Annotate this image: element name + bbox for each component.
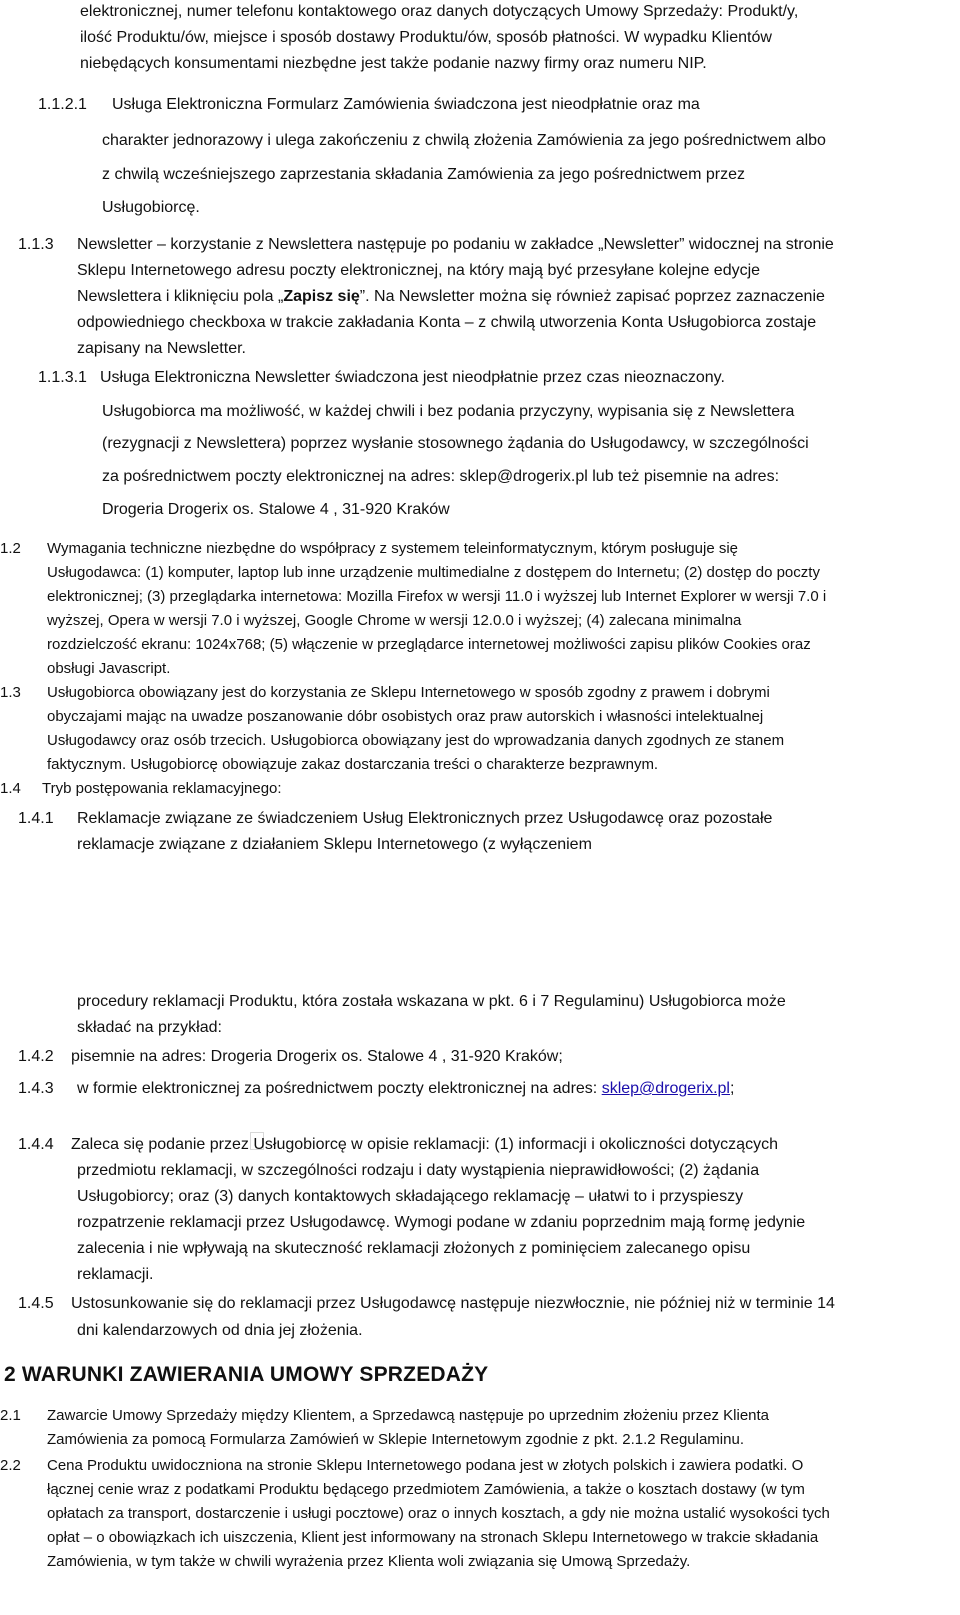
paragraph-line: Zamówienia za pomocą Formularza Zamówień w Sklepie Internetowym zgodnie z pkt. 2.1.2 Regulaminu. xyxy=(47,1431,744,1448)
text-fragment: Newslettera i kliknięciu pola „ xyxy=(77,288,284,305)
zapisz-sie-label: Zapisz się xyxy=(283,288,360,305)
paragraph-line: zalecenia i nie wpływają na skuteczność reklamacji złożonych z pominięciem zalecanego opisu xyxy=(77,1240,751,1257)
paragraph-line: faktycznym. Usługobiorcę obowiązuje zakaz dostarczania treści o charakterze bezprawnym. xyxy=(47,756,659,773)
paragraph-line: odpowiedniego checkboxa w trakcie zakładania Konta – z chwilą utworzenia Konta Usługobiorca zostaje xyxy=(77,314,817,331)
section-number: 1.3 xyxy=(0,684,21,701)
paragraph-line: Ustosunkowanie się do reklamacji przez Usługodawcę następuje niezwłocznie, nie później niż w terminie 14 xyxy=(71,1295,835,1312)
paragraph-line: Sklepu Internetowego adresu poczty elektronicznej, na który mają być przesyłane kolejne edycje xyxy=(77,262,761,279)
text-fragment: ; xyxy=(729,1080,735,1097)
paragraph-line: Usługa Elektroniczna Newsletter świadczona jest nieodpłatnie przez czas nieoznaczony. xyxy=(100,369,725,386)
section-number: 1.4 xyxy=(0,780,21,797)
section-number: 1.4.1 xyxy=(18,810,54,827)
paragraph-line: elektronicznej; (3) przeglądarka internetowa: Mozilla Firefox w wersji 11.0 i wyższej lub Internet Explorer w wersji 7.0 i xyxy=(47,588,827,605)
section-number: 1.1.2.1 xyxy=(38,96,87,113)
paragraph-line: Wymagania techniczne niezbędne do współpracy z systemem teleinformatycznym, którym posługuje się xyxy=(47,540,739,557)
paragraph-line: Reklamacje związane ze świadczeniem Usług Elektronicznych przez Usługodawcę oraz pozostałe xyxy=(77,810,773,827)
paragraph-line: przedmiotu reklamacji, w szczególności rodzaju i daty wystąpienia nieprawidłowości; (2) żądania xyxy=(77,1162,760,1179)
paragraph-line: Usługa Elektroniczna Formularz Zamówienia świadczona jest nieodpłatnie oraz ma xyxy=(112,96,700,113)
paragraph-line: opłatach za transport, dostarczenie i usługi pocztowe) oraz o innych kosztach, a gdy nie można ustalić wysokości tych xyxy=(47,1505,830,1522)
section-number: 1.2 xyxy=(0,540,21,557)
section-number: 1.1.3 xyxy=(18,236,54,253)
section-number: 2.2 xyxy=(0,1457,21,1474)
paragraph-line: rozdzielczość ekranu: 1024x768; (5) włączenie w przeglądarce internetowej możliwości zapisu plików Cookies oraz xyxy=(47,636,811,653)
paragraph-line: Drogeria Drogerix os. Stalowe 4 , 31-920 Kraków xyxy=(102,501,450,518)
paragraph-line: elektronicznej, numer telefonu kontaktowego oraz danych dotyczących Umowy Sprzedaży: Produkt/y, xyxy=(80,3,799,20)
paragraph-line: Zaleca się podanie przez Usługobiorcę w opisie reklamacji: (1) informacji i okoliczności dotyczących xyxy=(71,1136,778,1153)
paragraph-line: zapisany na Newsletter. xyxy=(77,340,246,357)
section-number: 1.1.3.1 xyxy=(38,369,87,386)
paragraph-line: łącznej cenie wraz z podatkami Produktu będącego przedmiotem Zamówienia, a także o kosztach dostawy (w tym xyxy=(47,1481,805,1498)
paragraph-line: dni kalendarzowych od dnia jej złożenia. xyxy=(77,1322,363,1339)
paragraph-line: Usługobiorcy; oraz (3) danych kontaktowych składającego reklamację – ułatwi to i przyspieszy xyxy=(77,1188,744,1205)
paragraph-line: Usługodawcy oraz osób trzecich. Usługobiorca obowiązany jest do wprowadzania danych zgodnych ze stanem xyxy=(47,732,785,749)
paragraph-line xyxy=(77,287,825,307)
paragraph-line: procedury reklamacji Produktu, która została wskazana w pkt. 6 i 7 Regulaminu) Usługobiorca może xyxy=(77,993,786,1010)
paragraph-line: pisemnie na adres: Drogeria Drogerix os. Stalowe 4 , 31-920 Kraków; xyxy=(71,1048,563,1065)
paragraph-line: reklamacje związane z działaniem Sklepu Internetowego (z wyłączeniem xyxy=(77,836,592,853)
paragraph-line: rozpatrzenie reklamacji przez Usługodawcę. Wymogi podane w zdaniu poprzednim mają formę jedynie xyxy=(77,1214,806,1231)
paragraph-line: Zamówienia, w tym także w chwili wyrażenia przez Klienta woli związania się Umową Sprzedaży. xyxy=(47,1553,691,1570)
paragraph-line: reklamacji. xyxy=(77,1266,154,1283)
section-number: 1.4.3 xyxy=(18,1080,54,1097)
paragraph-line: składać na przykład: xyxy=(77,1019,222,1036)
paragraph-line: Cena Produktu uwidoczniona na stronie Sklepu Internetowego podana jest w złotych polskich i zawiera podatki. O xyxy=(47,1457,804,1474)
paragraph-line: Usługodawca: (1) komputer, laptop lub inne urządzenie multimedialne z dostępem do Internetu; (2) dostęp do poczty xyxy=(47,564,820,581)
paragraph-line: Usługobiorca ma możliwość, w każdej chwili i bez podania przyczyny, wypisania się z Newslettera xyxy=(102,403,795,420)
paragraph-line: (rezygnacji z Newslettera) poprzez wysłanie stosownego żądania do Usługodawcy, w szczególności xyxy=(102,435,809,452)
email-link[interactable]: sklep@drogerix.pl xyxy=(601,1080,730,1097)
paragraph-line: Usługobiorcę. xyxy=(102,199,200,216)
paragraph-line: opłat – o obowiązkach ich uiszczenia, Klient jest informowany na stronach Sklepu Internetowego w trakcie składania xyxy=(47,1529,819,1546)
section-number: 1.4.2 xyxy=(18,1048,54,1065)
paragraph-line: obyczajami mając na uwadze poszanowanie dóbr osobistych oraz praw autorskich i własności intelektualnej xyxy=(47,708,764,725)
text-fragment: ”. Na Newsletter można się również zapisać poprzez zaznaczenie xyxy=(359,288,825,305)
section-heading: 2 WARUNKI ZAWIERANIA UMOWY SPRZEDAŻY xyxy=(4,1363,489,1386)
section-number: 1.4.4 xyxy=(18,1136,54,1153)
section-number: 1.4.5 xyxy=(18,1295,54,1312)
paragraph-line xyxy=(77,1079,734,1099)
paragraph-line: charakter jednorazowy i ulega zakończeniu z chwilą złożenia Zamówienia za jego pośrednictwem albo xyxy=(102,132,826,149)
paragraph-line: za pośrednictwem poczty elektronicznej na adres: sklep@drogerix.pl lub też pisemnie na adres: xyxy=(102,468,780,485)
paragraph-line: Usługobiorca obowiązany jest do korzystania ze Sklepu Internetowego w sposób zgodny z prawem i dobrymi xyxy=(47,684,770,701)
paragraph-line: obsługi Javascript. xyxy=(47,660,171,677)
section-number: 2.1 xyxy=(0,1407,21,1424)
paragraph-line: z chwilą wcześniejszego zaprzestania składania Zamówienia za jego pośrednictwem przez xyxy=(102,166,745,183)
text-fragment: w formie elektronicznej za pośrednictwem poczty elektronicznej na adres: xyxy=(77,1080,602,1097)
paragraph-line: wyższej, Opera w wersji 7.0 i wyższej, Google Chrome w wersji 12.0.0 i wyższej; (4) zalecana minimalna xyxy=(47,612,742,629)
paragraph-line: Zawarcie Umowy Sprzedaży między Klientem, a Sprzedawcą następuje po uprzednim złożeniu przez Klienta xyxy=(47,1407,770,1424)
paragraph-line: niebędących konsumentami niezbędne jest także podanie nazwy firmy oraz numeru NIP. xyxy=(80,55,707,72)
paragraph-line: ilość Produktu/ów, miejsce i sposób dostawy Produktu/ów, sposób płatności. W wypadku Klientów xyxy=(80,29,772,46)
paragraph-line: Newsletter – korzystanie z Newslettera następuje po podaniu w zakładce „Newsletter” widocznej na stronie xyxy=(77,236,834,253)
paragraph-line: Tryb postępowania reklamacyjnego: xyxy=(42,780,282,797)
